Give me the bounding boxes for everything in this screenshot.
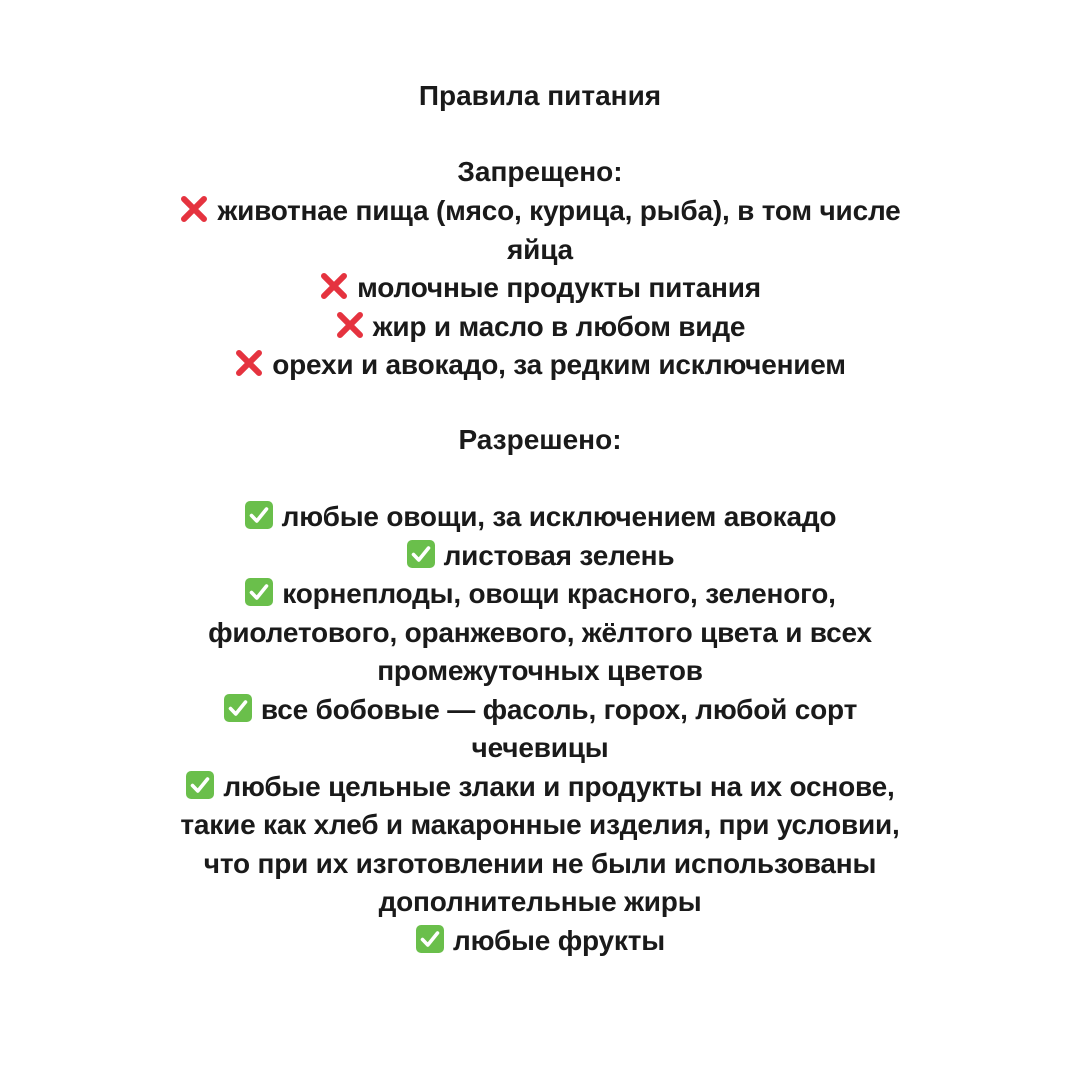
forbidden-item bbox=[160, 346, 920, 385]
check-box-icon bbox=[244, 577, 274, 607]
forbidden-item bbox=[160, 308, 920, 347]
check-box-icon bbox=[406, 539, 436, 569]
cross-mark-icon bbox=[335, 310, 365, 340]
forbidden-item bbox=[160, 269, 920, 308]
forbidden-item-text: животнае пища (мясо, курица, рыба), в том числе яйца bbox=[217, 195, 901, 265]
allowed-item bbox=[160, 498, 920, 537]
cross-mark-icon bbox=[319, 271, 349, 301]
forbidden-heading: Запрещено: bbox=[457, 156, 623, 187]
check-box-icon bbox=[185, 770, 215, 800]
allowed-list bbox=[160, 498, 920, 960]
allowed-item-text: все бобовые — фасоль, горох, любой сорт чечевицы bbox=[260, 693, 858, 763]
forbidden-item-text: молочные продукты питания bbox=[357, 272, 761, 303]
allowed-item bbox=[160, 575, 920, 691]
forbidden-item-text: орехи и авокадо, за редким исключением bbox=[272, 349, 846, 380]
allowed-heading: Разрешено: bbox=[458, 424, 622, 455]
allowed-item-text: листовая зелень bbox=[443, 539, 675, 571]
allowed-item-text: любые цельные злаки и продукты на их основе, такие как хлеб и макаронные изделия, при условии, что при их изготовлении не были использованы дополнительные жиры bbox=[180, 770, 900, 917]
allowed-item bbox=[160, 691, 920, 768]
allowed-item bbox=[160, 537, 920, 576]
cross-mark-icon bbox=[179, 194, 209, 224]
forbidden-item bbox=[160, 192, 920, 269]
allowed-item bbox=[160, 768, 920, 922]
check-box-icon bbox=[244, 500, 274, 530]
check-box-icon bbox=[415, 924, 445, 954]
forbidden-list bbox=[160, 192, 920, 385]
allowed-item-text: любые фрукты bbox=[453, 924, 665, 956]
allowed-item bbox=[160, 922, 920, 961]
forbidden-item-text: жир и масло в любом виде bbox=[372, 310, 746, 342]
cross-mark-icon bbox=[234, 348, 264, 378]
page-title: Правила питания bbox=[418, 80, 662, 111]
allowed-item-text: любые овощи, за исключением авокадо bbox=[281, 501, 837, 532]
allowed-item-text: корнеплоды, овощи красного, зеленого, фиолетового, оранжевого, жёлтого цвета и всех промежуточных цветов bbox=[208, 578, 872, 686]
check-box-icon bbox=[223, 693, 253, 723]
